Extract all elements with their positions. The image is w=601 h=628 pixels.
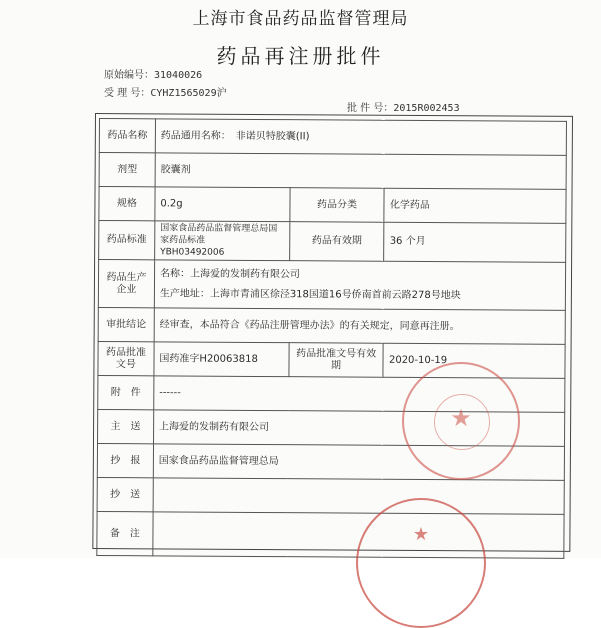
attachment-value: ------ [154,376,565,413]
shelf-life-label: 药品有效期 [289,222,384,262]
drug-category-value: 化学药品 [384,188,566,223]
specification-value: 0.2g [155,187,290,222]
copy-to-value [153,478,564,515]
original-number [104,66,202,81]
acceptance-number [104,84,227,99]
approval-document-number-value: 2015R002453 [393,103,460,114]
table-row [97,511,564,558]
drug-name-value: 药品通用名称： 非诺贝特胶囊(II) [155,119,566,156]
dosage-form-value: 胶囊剂 [155,153,566,190]
approval-document-number-label: 批 件 号： [347,103,394,114]
specification-label: 规格 [99,187,155,221]
approval-table [96,118,567,559]
drug-name-label: 药品名称 [99,119,155,153]
drug-standard-value [155,221,290,261]
conclusion-value: 经审查，本品符合《药品注册管理办法》的有关规定，同意再注册。 [154,308,565,345]
table-row [98,260,565,311]
table-row [99,153,566,190]
manufacturer-label: 药品生产企业 [98,260,154,308]
manufacturer-address: 生产地址：上海市青浦区徐泾318国道16号侨南首前云路278号地块 [159,287,461,301]
company-seal-stamp [402,362,520,480]
table-row [99,187,566,224]
approval-document-number [347,99,460,114]
shelf-life-value: 36 个月 [384,222,566,262]
acceptance-number-label: 受 理 号： [104,88,151,99]
approval-number-label: 药品批准文号 [98,341,154,375]
approval-validity-label: 药品批准文号有效期 [289,343,384,378]
original-number-value: 31040026 [154,70,203,81]
authority-seal-stamp [356,498,486,628]
issuing-authority: 上海市食品药品监督管理局 [192,9,409,29]
manufacturer-value [154,260,565,311]
attachment-label: 附 件 [98,375,154,409]
report-copy-value: 国家食品药品监督管理总局 [153,444,564,481]
report-copy-label: 抄 报 [97,443,153,477]
dosage-form-label: 剂型 [99,153,155,187]
authority-seal-star-icon: ★ [412,524,430,545]
remarks-label: 备 注 [97,511,153,555]
drug-standard-label: 药品标准 [99,221,155,260]
approval-number-value: 国药准字H20063818 [154,342,289,377]
table-row [99,221,566,263]
table-row [98,307,565,344]
drug-category-label: 药品分类 [290,188,385,223]
acceptance-number-value: CYHZ1565029沪 [150,88,227,99]
recipient-label: 主 送 [98,409,154,443]
recipient-value: 上海爱的发制药有限公司 [153,410,564,447]
copy-to-label: 抄 送 [97,477,153,511]
drug-standard-text: 国家食品药品监督管理总局国家药品标准 [160,223,278,246]
document-title: 药品再注册批件 [216,44,385,68]
original-number-label: 原始编号： [104,70,154,81]
table-row [99,119,566,156]
approval-validity-value: 2020-10-19 [383,343,565,378]
table-row [97,477,564,514]
conclusion-label: 审批结论 [98,307,154,341]
drug-standard-code: YBH03492006 [160,247,225,258]
manufacturer-name: 名称：上海爱的发制药有限公司 [159,267,300,280]
seal-star-icon: ★ [450,404,472,432]
